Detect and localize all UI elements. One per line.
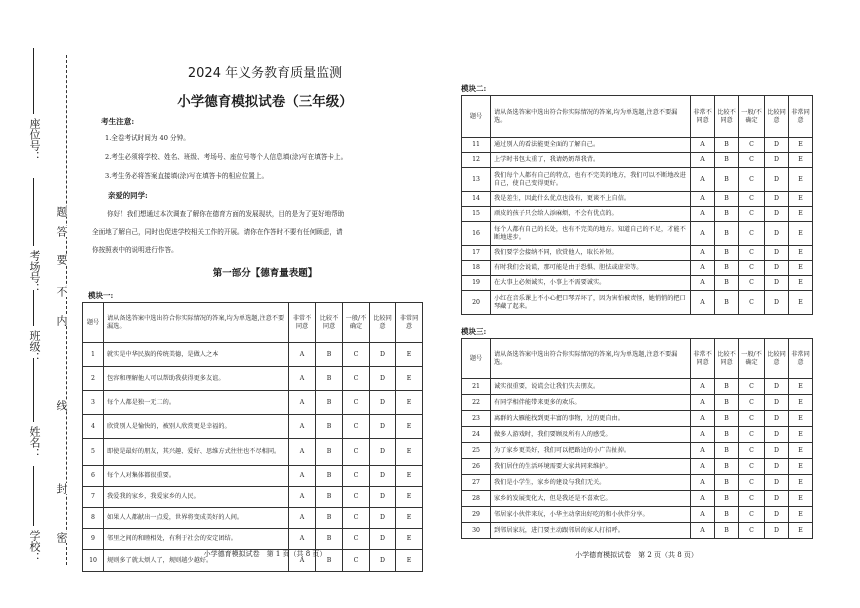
table-row [462, 395, 813, 411]
option-d[interactable]: D [370, 391, 396, 415]
option-d[interactable]: D [765, 443, 789, 459]
option-c[interactable]: C [739, 459, 765, 475]
question-number: 9 [83, 529, 104, 550]
option-c[interactable]: C [343, 550, 370, 572]
table-row [462, 261, 813, 276]
table-row [83, 508, 423, 529]
question-text: 通过别人的看法能更全面的了解自己。 [491, 138, 691, 153]
question-number: 19 [462, 276, 491, 291]
option-a[interactable]: A [691, 523, 715, 539]
name-label: 姓名： [28, 426, 41, 459]
option-d[interactable]: D [370, 439, 396, 466]
question-text: 包容和理解他人可以帮助我获得更多友谊。 [104, 367, 289, 391]
table-row [462, 192, 813, 207]
col-header-num: 题号 [83, 303, 104, 343]
option-a[interactable]: A [691, 246, 715, 261]
col-header-strongly-agree: 非常同意 [396, 303, 423, 343]
table-row [462, 222, 813, 246]
option-c[interactable]: C [343, 343, 370, 367]
school-label: 学校： [28, 530, 41, 563]
option-c[interactable]: C [739, 207, 765, 222]
option-c[interactable]: C [739, 523, 765, 539]
option-e[interactable]: E [396, 343, 423, 367]
notice-item: 1.全卷考试时间为 40 分钟。 [105, 134, 190, 142]
option-d[interactable]: D [370, 415, 396, 439]
option-b[interactable]: B [715, 507, 739, 523]
option-c[interactable]: C [739, 395, 765, 411]
option-c[interactable]: C [739, 192, 765, 207]
option-e[interactable]: E [396, 466, 423, 487]
table-row [462, 276, 813, 291]
option-e[interactable]: E [789, 443, 813, 459]
option-e[interactable]: E [789, 261, 813, 276]
question-text: 每个人都是独一无二的。 [104, 391, 289, 415]
option-d[interactable]: D [765, 138, 789, 153]
class-label: 班级： [28, 330, 41, 363]
question-number: 18 [462, 261, 491, 276]
option-e[interactable]: E [789, 168, 813, 192]
option-d[interactable]: D [765, 153, 789, 168]
col-header-disagree: 比较不同意 [715, 339, 739, 379]
option-d[interactable]: D [765, 246, 789, 261]
col-header-strongly-disagree: 非常不同意 [691, 339, 715, 379]
option-c[interactable]: C [739, 411, 765, 427]
table-row [462, 507, 813, 523]
question-text: 有时我们会说谎，那可能是由于恐惧、胆怯或虚荣等。 [491, 261, 691, 276]
option-e[interactable]: E [789, 491, 813, 507]
option-b[interactable]: B [715, 395, 739, 411]
col-header-instruction: 请从备选答案中选出符合你实际情况的答案,均为单选题,注意不要漏选。 [104, 303, 289, 343]
option-a[interactable]: A [691, 459, 715, 475]
seal-char: 密 [55, 532, 68, 543]
question-number: 4 [83, 415, 104, 439]
option-e[interactable]: E [789, 192, 813, 207]
question-number: 29 [462, 507, 491, 523]
option-a[interactable]: A [289, 529, 316, 550]
option-d[interactable]: D [765, 411, 789, 427]
option-b[interactable]: B [316, 439, 343, 466]
col-header-instruction: 请从备选答案中选出符合你实际情况的答案,均为单选题,注意不要漏选。 [491, 339, 691, 379]
table-row [462, 379, 813, 395]
question-number: 2 [83, 367, 104, 391]
table-row [462, 138, 813, 153]
table-row [83, 487, 423, 508]
room-label: 考场号： [28, 250, 41, 294]
option-d[interactable]: D [765, 207, 789, 222]
col-header-num: 题号 [462, 339, 491, 379]
option-e[interactable]: E [396, 391, 423, 415]
seal-char: 题 [55, 206, 68, 217]
exam-subtitle: 小学德育模拟试卷（三年级） [177, 94, 353, 110]
col-header-disagree: 比较不同意 [715, 96, 739, 138]
option-b[interactable]: B [715, 475, 739, 491]
seal-char: 答 [55, 226, 68, 237]
question-text: 在大事上必须诚实，小事上不需要诚实。 [491, 276, 691, 291]
option-a[interactable]: A [691, 207, 715, 222]
seal-char: 不 [55, 286, 68, 297]
option-a[interactable]: A [691, 222, 715, 246]
table-row [83, 439, 423, 466]
option-a[interactable]: A [289, 508, 316, 529]
option-d[interactable]: D [765, 491, 789, 507]
class-line [33, 290, 34, 326]
question-text: 诚实很重要，说谎会让我们失去朋友。 [491, 379, 691, 395]
question-number: 14 [462, 192, 491, 207]
option-b[interactable]: B [715, 207, 739, 222]
seal-char: 内 [55, 315, 68, 326]
col-header-strongly-disagree: 非常不同意 [691, 96, 715, 138]
option-b[interactable]: B [715, 246, 739, 261]
option-d[interactable]: D [765, 222, 789, 246]
option-c[interactable]: C [343, 439, 370, 466]
question-text: 每个人都有自己的长处，也有不完美的地方。知道自己的不足，才能不断地进步。 [491, 222, 691, 246]
option-d[interactable]: D [370, 508, 396, 529]
col-header-neutral: 一般/不确定 [739, 96, 765, 138]
question-number: 17 [462, 246, 491, 261]
option-c[interactable]: C [343, 529, 370, 550]
option-c[interactable]: C [343, 391, 370, 415]
option-b[interactable]: B [715, 192, 739, 207]
option-a[interactable]: A [289, 466, 316, 487]
option-e[interactable]: E [789, 276, 813, 291]
col-header-agree: 比较同意 [765, 339, 789, 379]
question-text: 我们每个人都有自己的特点，也有不完美的地方，我们可以不断地改进自己，使自己变得更好。 [491, 168, 691, 192]
option-b[interactable]: B [715, 459, 739, 475]
option-d[interactable]: D [765, 192, 789, 207]
table-row [83, 367, 423, 391]
option-c[interactable]: C [343, 487, 370, 508]
option-a[interactable]: A [289, 367, 316, 391]
option-e[interactable]: E [789, 246, 813, 261]
option-d[interactable]: D [370, 529, 396, 550]
option-e[interactable]: E [789, 507, 813, 523]
option-e[interactable]: E [789, 459, 813, 475]
option-e[interactable]: E [396, 367, 423, 391]
question-text: 规则多了就太烦人了，规则越少越好。 [104, 550, 289, 572]
question-number: 30 [462, 523, 491, 539]
option-c[interactable]: C [739, 138, 765, 153]
option-a[interactable]: A [691, 491, 715, 507]
col-header-agree: 比较同意 [370, 303, 396, 343]
table-row [462, 523, 813, 539]
option-d[interactable]: D [765, 261, 789, 276]
question-text: 就实是中华民族的传统美德，是做人之本 [104, 343, 289, 367]
question-table-3 [461, 338, 813, 539]
seat-label: 座位号： [28, 118, 41, 162]
option-a[interactable]: A [691, 443, 715, 459]
option-c[interactable]: C [739, 168, 765, 192]
option-c[interactable]: C [739, 443, 765, 459]
option-a[interactable]: A [691, 192, 715, 207]
question-number: 13 [462, 168, 491, 192]
option-b[interactable]: B [316, 415, 343, 439]
table-row [83, 415, 423, 439]
question-text: 上学时书包太重了，我请奶奶帮我背。 [491, 153, 691, 168]
seat-line [33, 48, 34, 114]
greeting-line: 你好！我们想通过本次调查了解你在德育方面的发展现状，目的是为了更好地帮助 [107, 210, 345, 218]
option-a[interactable]: A [691, 379, 715, 395]
option-e[interactable]: E [789, 138, 813, 153]
table-row [462, 291, 813, 315]
question-table-1 [82, 302, 423, 572]
option-a[interactable]: A [691, 168, 715, 192]
col-header-disagree: 比较不同意 [316, 303, 343, 343]
question-text: 为了家乡更美好，我们可以把路边的小广告扯掉。 [491, 443, 691, 459]
option-d[interactable]: D [765, 427, 789, 443]
exam-title: 2024 年义务教育质量监测 [187, 66, 343, 81]
question-text: 欣赏别人是愉快的，被别人欣赏更是幸福的。 [104, 415, 289, 439]
question-number: 28 [462, 491, 491, 507]
option-e[interactable]: E [789, 523, 813, 539]
option-a[interactable]: A [691, 475, 715, 491]
table-row [83, 391, 423, 415]
option-b[interactable]: B [715, 443, 739, 459]
seal-char: 要 [55, 254, 68, 265]
option-c[interactable]: C [343, 367, 370, 391]
option-e[interactable]: E [396, 550, 423, 572]
option-d[interactable]: D [765, 475, 789, 491]
notice-item: 3.考生务必将答案直接填(涂)写在填答卡的相应位置上。 [105, 172, 269, 180]
question-number: 12 [462, 153, 491, 168]
option-b[interactable]: B [316, 343, 343, 367]
option-a[interactable]: A [289, 439, 316, 466]
question-text: 做多人游戏时，我们要顾及所有人的感受。 [491, 427, 691, 443]
option-b[interactable]: B [316, 466, 343, 487]
option-c[interactable]: C [739, 491, 765, 507]
option-c[interactable]: C [739, 507, 765, 523]
question-number: 23 [462, 411, 491, 427]
option-d[interactable]: D [765, 291, 789, 315]
option-a[interactable]: A [289, 391, 316, 415]
option-e[interactable]: E [789, 411, 813, 427]
option-c[interactable]: C [739, 153, 765, 168]
table-row [462, 443, 813, 459]
option-b[interactable]: B [715, 138, 739, 153]
option-c[interactable]: C [343, 508, 370, 529]
option-a[interactable]: A [289, 550, 316, 572]
option-e[interactable]: E [789, 222, 813, 246]
question-number: 25 [462, 443, 491, 459]
question-table-2 [461, 95, 813, 315]
option-a[interactable]: A [691, 291, 715, 315]
seal-char: 线 [55, 400, 68, 411]
option-b[interactable]: B [715, 222, 739, 246]
question-text: 家乡的发展变化大，但是我还是不喜欢它。 [491, 491, 691, 507]
question-number: 10 [83, 550, 104, 572]
room-line [33, 178, 34, 246]
option-e[interactable]: E [396, 529, 423, 550]
question-text: 我们要学会接纳不同，欣赏他人，取长补短。 [491, 246, 691, 261]
question-number: 20 [462, 291, 491, 315]
question-text: 邻居家小伙伴来玩，小华主动拿出好吃的和小伙伴分享。 [491, 507, 691, 523]
question-text: 我爱我的家乡，我爱家乡的人民。 [104, 487, 289, 508]
option-b[interactable]: B [715, 291, 739, 315]
option-d[interactable]: D [370, 550, 396, 572]
col-header-neutral: 一般/不确定 [739, 339, 765, 379]
question-number: 6 [83, 466, 104, 487]
question-text: 有同学相伴能带来更多的欢乐。 [491, 395, 691, 411]
table-row [462, 207, 813, 222]
page-2-footer: 小学德育模拟试卷 第 2 页（共 8 页） [575, 551, 698, 559]
notice-item: 2.考生必须将学校、姓名、班级、考场号、座位号等个人信息填(涂)写在填答卡上。 [105, 153, 348, 161]
option-d[interactable]: D [765, 523, 789, 539]
option-a[interactable]: A [691, 138, 715, 153]
question-text: 邻里之间的和睦相处，有利于社会的安定团结。 [104, 529, 289, 550]
option-e[interactable]: E [396, 487, 423, 508]
option-c[interactable]: C [739, 246, 765, 261]
module-3-label: 模块三: [461, 327, 487, 336]
option-c[interactable]: C [739, 427, 765, 443]
option-a[interactable]: A [289, 343, 316, 367]
option-b[interactable]: B [715, 523, 739, 539]
table-row [462, 153, 813, 168]
option-c[interactable]: C [343, 415, 370, 439]
question-number: 15 [462, 207, 491, 222]
page-1-footer: 小学德育模拟试卷 第 1 页（共 8 页） [203, 550, 327, 558]
option-d[interactable]: D [370, 466, 396, 487]
option-c[interactable]: C [739, 291, 765, 315]
question-text: 即使是最好的朋友，其兴趣、爱好、思维方式往往也不尽相同。 [104, 439, 289, 466]
option-c[interactable]: C [739, 222, 765, 246]
greeting-line: 全面地了解自己，同时也促进学校相关工作的开展。请你在作答时不要有任何顾虑，请 [92, 228, 343, 236]
question-number: 27 [462, 475, 491, 491]
col-header-strongly-disagree: 非常不同意 [289, 303, 316, 343]
question-number: 22 [462, 395, 491, 411]
name-line [33, 358, 34, 422]
option-e[interactable]: E [789, 153, 813, 168]
option-b[interactable]: B [715, 491, 739, 507]
question-text: 小红在音乐课上不小心把口琴弄坏了，因为害怕被责怪，她悄悄的把口琴藏了起来。 [491, 291, 691, 315]
option-e[interactable]: E [396, 439, 423, 466]
question-number: 1 [83, 343, 104, 367]
question-text: 离群的大雁能找到更丰富的事物，过的更自由。 [491, 411, 691, 427]
option-b[interactable]: B [715, 427, 739, 443]
question-number: 11 [462, 138, 491, 153]
table-row [83, 343, 423, 367]
option-b[interactable]: B [316, 367, 343, 391]
notice-heading: 考生注意: [101, 117, 135, 126]
greeting-heading: 亲爱的同学: [108, 191, 148, 200]
option-b[interactable]: B [316, 391, 343, 415]
option-d[interactable]: D [765, 507, 789, 523]
option-a[interactable]: A [691, 261, 715, 276]
table-row [83, 466, 423, 487]
option-c[interactable]: C [739, 475, 765, 491]
col-header-instruction: 请从备选答案中选出符合你实际情况的答案,均为单选题,注意不要漏选。 [491, 96, 691, 138]
option-a[interactable]: A [289, 487, 316, 508]
col-header-strongly-agree: 非常同意 [789, 339, 813, 379]
option-d[interactable]: D [765, 395, 789, 411]
option-c[interactable]: C [739, 276, 765, 291]
option-d[interactable]: D [765, 379, 789, 395]
option-e[interactable]: E [789, 379, 813, 395]
option-e[interactable]: E [789, 291, 813, 315]
option-e[interactable]: E [789, 207, 813, 222]
option-a[interactable]: A [691, 427, 715, 443]
option-a[interactable]: A [289, 415, 316, 439]
table-row [462, 246, 813, 261]
option-b[interactable]: B [715, 261, 739, 276]
seal-char: 封 [55, 483, 68, 494]
option-a[interactable]: A [691, 411, 715, 427]
table-row [462, 491, 813, 507]
option-a[interactable]: A [691, 507, 715, 523]
question-number: 3 [83, 391, 104, 415]
option-b[interactable]: B [715, 411, 739, 427]
option-d[interactable]: D [765, 276, 789, 291]
col-header-agree: 比较同意 [765, 96, 789, 138]
question-number: 24 [462, 427, 491, 443]
option-a[interactable]: A [691, 153, 715, 168]
school-line [33, 466, 34, 526]
option-b[interactable]: B [316, 550, 343, 572]
option-e[interactable]: E [396, 508, 423, 529]
option-b[interactable]: B [316, 508, 343, 529]
greeting-line: 你按照表中的说明进行作答。 [92, 246, 178, 254]
option-b[interactable]: B [715, 379, 739, 395]
table-row [462, 168, 813, 192]
part-title: 第一部分【德育量表题】 [212, 268, 318, 279]
question-number: 5 [83, 439, 104, 466]
option-c[interactable]: C [343, 466, 370, 487]
question-text: 我们是小学生，家乡的建设与我们无关。 [491, 475, 691, 491]
question-number: 21 [462, 379, 491, 395]
table-row [462, 475, 813, 491]
option-d[interactable]: D [765, 459, 789, 475]
question-text: 到邻居家玩，进门要主动跟邻居的家人打招呼。 [491, 523, 691, 539]
question-number: 7 [83, 487, 104, 508]
question-number: 8 [83, 508, 104, 529]
col-header-neutral: 一般/不确定 [343, 303, 370, 343]
question-text: 我们居住的生活环境需要大家共同来维护。 [491, 459, 691, 475]
option-c[interactable]: C [739, 379, 765, 395]
option-b[interactable]: B [316, 487, 343, 508]
option-e[interactable]: E [789, 427, 813, 443]
option-b[interactable]: B [715, 153, 739, 168]
question-number: 26 [462, 459, 491, 475]
module-1-label: 模块一: [88, 291, 114, 300]
option-d[interactable]: D [765, 168, 789, 192]
option-e[interactable]: E [789, 395, 813, 411]
option-a[interactable]: A [691, 395, 715, 411]
option-e[interactable]: E [396, 415, 423, 439]
table-row [462, 459, 813, 475]
table-row [462, 411, 813, 427]
option-d[interactable]: D [370, 487, 396, 508]
option-c[interactable]: C [739, 261, 765, 276]
option-b[interactable]: B [715, 276, 739, 291]
table-row [83, 529, 423, 550]
question-text: 顽皮的孩子只会给人添麻烦，不会有优点的。 [491, 207, 691, 222]
option-b[interactable]: B [316, 529, 343, 550]
option-d[interactable]: D [370, 367, 396, 391]
module-2-label: 模块二: [461, 84, 487, 93]
question-text: 我是差生，因此什么优点也没有，更谈不上自信。 [491, 192, 691, 207]
option-b[interactable]: B [715, 168, 739, 192]
option-e[interactable]: E [789, 475, 813, 491]
table-row [462, 427, 813, 443]
question-text: 每个人对集体都很重要。 [104, 466, 289, 487]
question-text: 如果人人都献出一点爱，世界将变成美好的人间。 [104, 508, 289, 529]
option-a[interactable]: A [691, 276, 715, 291]
question-number: 16 [462, 222, 491, 246]
col-header-strongly-agree: 非常同意 [789, 96, 813, 138]
col-header-num: 题号 [462, 96, 491, 138]
option-d[interactable]: D [370, 343, 396, 367]
